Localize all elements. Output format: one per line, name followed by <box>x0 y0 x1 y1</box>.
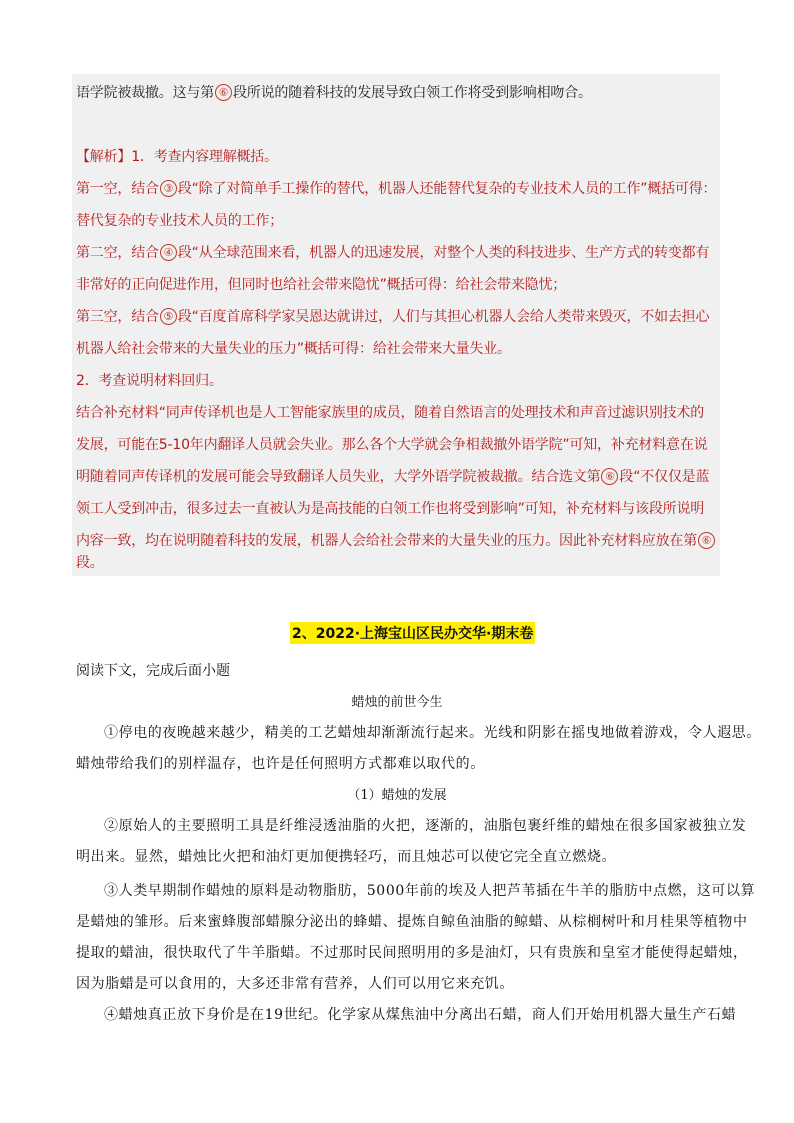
section-title: 2、2022·上海宝山区民办交华·期末卷 <box>290 622 535 644</box>
analysis-line-5: 第三空，结合 ⑤ 段“百度首席科学家吴恩达就讲过，人们与其担心机器人会给人类带来毁灭，不如去担心 <box>76 309 710 325</box>
paragraph-3-line-4: 因为脂蜡是可以食用的，大多还非常有营养，人们可以用它来充饥。 <box>76 976 514 992</box>
circled-number: ⑤ <box>160 308 177 325</box>
paragraph-1-line-1: ①停电的夜晚越来越少，精美的工艺蜡烛却渐渐流行起来。光线和阴影在摇曳地做着游戏，令人遐思。 <box>104 725 761 741</box>
article-title: 蜡烛的前世今生 <box>351 695 443 710</box>
answer-continuation: 语学院被裁撤。这与第 ⑥ 段所说的随着科技的发展导致白领工作将受到影响相吻合。 <box>76 85 592 101</box>
analysis-line-9: 发展，可能在5-10年内翻译人员就会失业。那么各个大学就会争相裁撤外语学院”可知，补充材料意在说 <box>76 437 708 453</box>
subheading: （1）蜡烛的发展 <box>347 788 447 803</box>
analysis-line-13: 段。 <box>76 555 104 571</box>
paragraph-1-line-2: 蜡烛带给我们的别样温存，也许是任何照明方式都难以取代的。 <box>76 756 485 772</box>
paragraph-4-line-1: ④蜡烛真正放下身价是在19世纪。化学家从煤焦油中分离出石蜡，商人们开始用机器大量生产石蜡 <box>104 1007 737 1023</box>
analysis-line-10: 明随着同声传译机的发展可能会导致翻译人员失业，大学外语学院被裁撤。结合选文第 ⑥ 段“不仅仅是蓝 <box>76 469 710 485</box>
circled-number: ③ <box>160 180 177 197</box>
circled-number: ⑥ <box>601 468 618 485</box>
paragraph-3-line-3: 提取的蜡油，很快取代了牛羊脂蜡。不过那时民间照明用的多是油灯，只有贵族和皇室才能使得起蜡烛， <box>76 945 748 961</box>
analysis-line-3: 第二空，结合 ④ 段“从全球范围来看，机器人的迅速发展，对整个人类的科技进步、生产方式的转变都有 <box>76 245 710 261</box>
analysis-line-2: 替代复杂的专业技术人员的工作； <box>76 213 283 229</box>
analysis-line-4: 非常好的正向促进作用，但同时也给社会带来隐忧”概括可得：给社会带来隐忧； <box>76 277 567 293</box>
analysis-heading: 【解析】1．考查内容理解概括。 <box>76 149 278 165</box>
instruction-text: 阅读下文，完成后面小题 <box>76 663 230 679</box>
analysis-line-1: 第一空，结合 ③ 段“除了对简单手工操作的替代，机器人还能替代复杂的专业技术人员的工作”概括可得： <box>76 181 717 197</box>
analysis-line-6: 机器人给社会带来的大量失业的压力”概括可得：给社会带来大量失业。 <box>76 341 511 357</box>
circled-number: ⑥ <box>698 532 715 549</box>
circled-number: ④ <box>160 244 177 261</box>
analysis-line-7: 2．考查说明材料回归。 <box>76 373 223 389</box>
paragraph-2-line-2: 明出来。显然，蜡烛比火把和油灯更加便携轻巧，而且烛芯可以使它完全直立燃烧。 <box>76 849 617 865</box>
paragraph-3-line-1: ③人类早期制作蜡烛的原料是动物脂肪，5000年前的埃及人把芦苇插在牛羊的脂肪中点燃，这可以算 <box>104 883 756 899</box>
paragraph-3-line-2: 是蜡烛的雏形。后来蜜蜂腹部蜡腺分泌出的蜂蜡、提炼自鲸鱼油脂的鲸蜡、从棕榈树叶和月桂果等植物中 <box>76 914 748 930</box>
answer-analysis-block <box>72 74 720 576</box>
analysis-line-12: 内容一致，均在说明随着科技的发展，机器人会给社会带来的大量失业的压力。因此补充材料应放在第 ⑥ <box>76 530 716 550</box>
circled-number: ⑥ <box>215 84 232 101</box>
analysis-line-11: 领工人受到冲击，很多过去一直被认为是高技能的白领工作也将受到影响”可知，补充材料与该段所说明 <box>76 501 705 517</box>
paragraph-2-line-1: ②原始人的主要照明工具是纤维浸透油脂的火把，逐渐的，油脂包裹纤维的蜡烛在很多国家被独立发 <box>104 818 747 834</box>
analysis-line-8: 结合补充材料“同声传译机也是人工智能家族里的成员，随着自然语言的处理技术和声音过滤识别技术的 <box>76 405 705 421</box>
